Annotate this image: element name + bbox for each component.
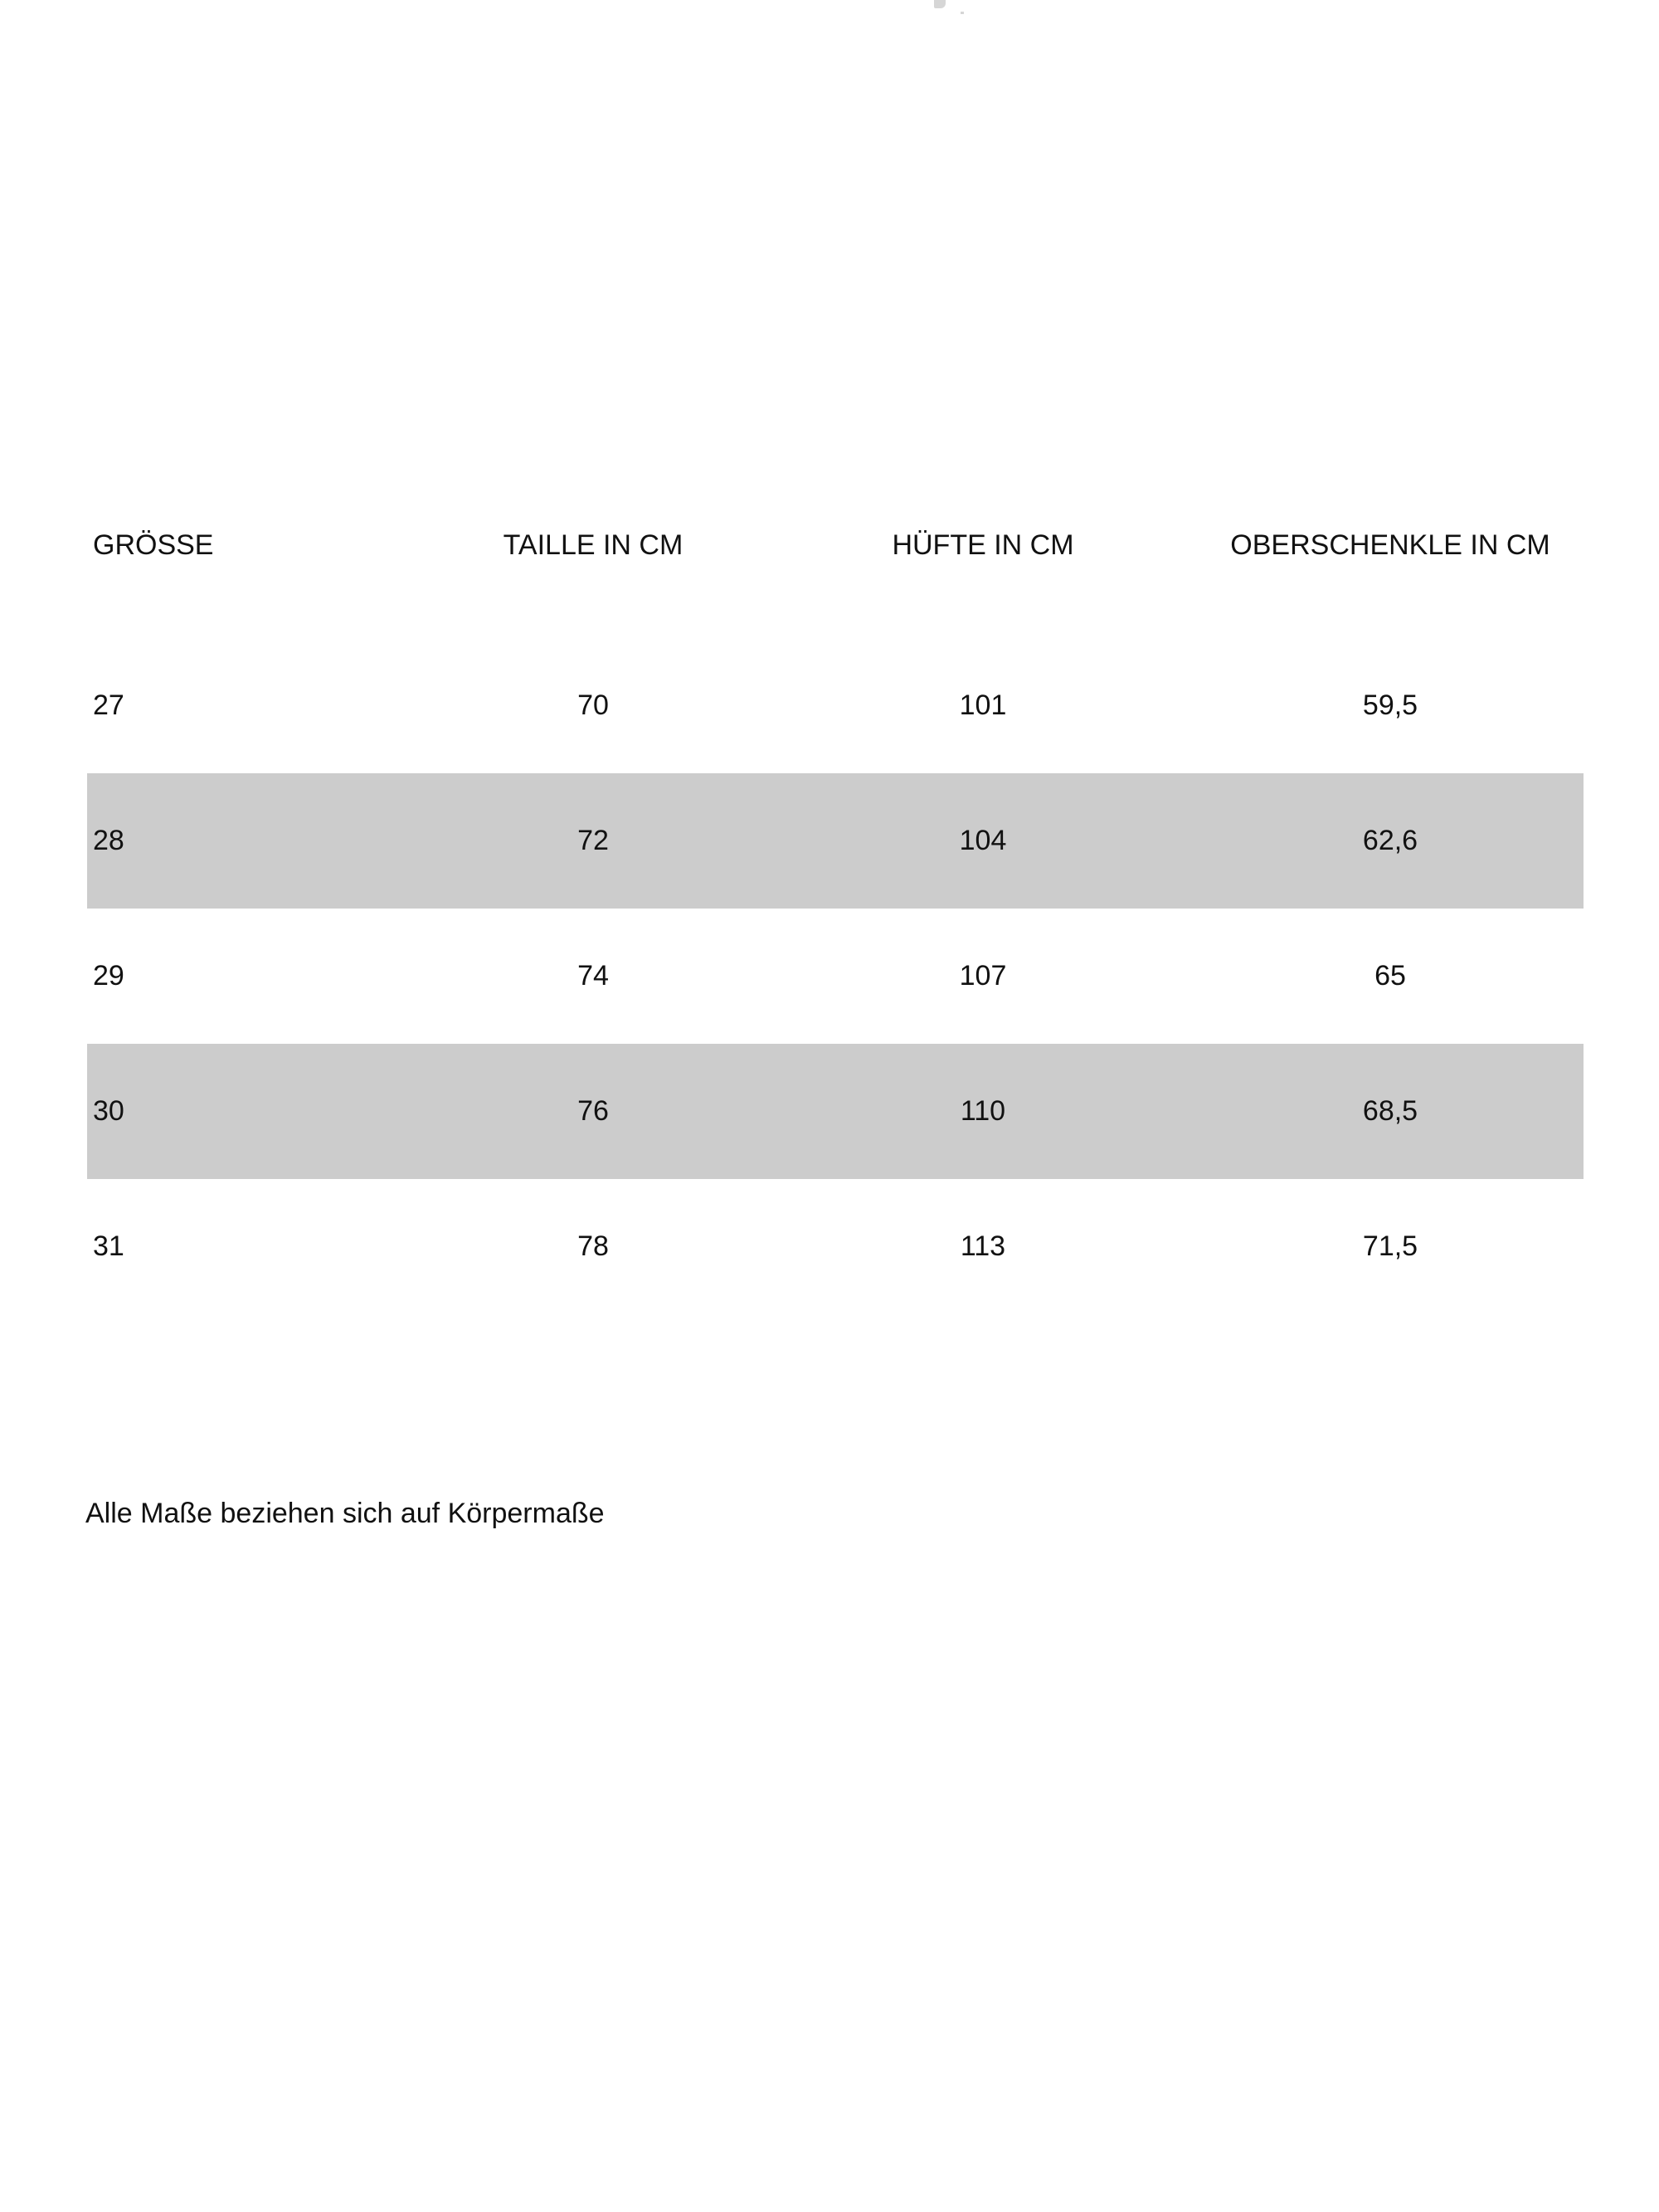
cell-waist: 78: [577, 1230, 609, 1262]
cell-hip: 101: [959, 689, 1007, 721]
size-chart-table: [87, 503, 1584, 1314]
cell-size: 31: [93, 1230, 124, 1262]
cell-size: 27: [93, 689, 124, 721]
cell-hip: 110: [769, 1044, 1197, 1179]
cell-thigh: 65: [1374, 960, 1406, 992]
cell-thigh: 59,5: [1362, 689, 1418, 721]
cell-thigh: 62,6: [1197, 773, 1584, 909]
table-header-row: [87, 503, 1584, 638]
cell-thigh: 71,5: [1362, 1230, 1418, 1262]
table-row: [87, 773, 1584, 909]
header-size: GRÖSSE: [93, 529, 214, 561]
cell-hip: 113: [960, 1230, 1006, 1262]
header-waist: TAILLE IN CM: [503, 529, 684, 561]
cell-waist: 72: [417, 773, 769, 909]
measurement-footnote: Alle Maße beziehen sich auf Körpermaße: [85, 1498, 605, 1529]
table-row: [87, 638, 1584, 773]
cell-hip: 104: [769, 773, 1197, 909]
cell-thigh: 68,5: [1197, 1044, 1584, 1179]
table-row: [87, 909, 1584, 1044]
table-row: [87, 1044, 1584, 1179]
cell-waist: 76: [417, 1044, 769, 1179]
top-edge-mark: [934, 0, 946, 8]
cell-waist: 74: [577, 960, 609, 992]
cell-waist: 70: [577, 689, 609, 721]
header-thigh: OBERSCHENKLE IN CM: [1230, 529, 1550, 561]
top-edge-mark-dot: [961, 12, 964, 14]
header-hip: HÜFTE IN CM: [892, 529, 1074, 561]
cell-size: 28: [87, 773, 417, 909]
cell-size: 29: [93, 960, 124, 992]
cell-hip: 107: [959, 960, 1007, 992]
table-row: [87, 1179, 1584, 1314]
cell-size: 30: [87, 1044, 417, 1179]
